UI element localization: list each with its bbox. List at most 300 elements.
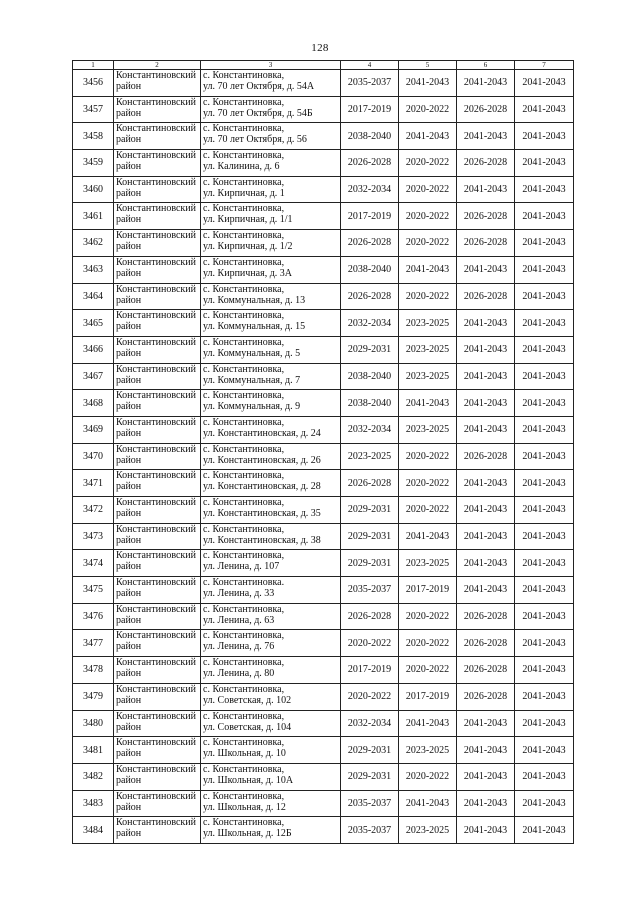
- address-line: ул. Константиновская, д. 26: [203, 454, 321, 466]
- district-line: Константиновский: [116, 630, 196, 642]
- address-cell: [201, 363, 341, 390]
- address-line: с. Константиновка,: [203, 256, 285, 268]
- district-line: Константиновский: [116, 710, 196, 722]
- address-cell: [201, 310, 341, 337]
- district-cell: [114, 763, 201, 790]
- address-line: с. Константиновка,: [203, 443, 285, 455]
- table-row: [73, 416, 574, 443]
- district-line: Константиновский: [116, 470, 196, 482]
- column-header: 4: [341, 61, 399, 70]
- period-cell: 2041-2043: [399, 710, 457, 737]
- period-cell: 2023-2025: [341, 443, 399, 470]
- period-cell: 2029-2031: [341, 336, 399, 363]
- period-cell: 2023-2025: [399, 550, 457, 577]
- district-cell: [114, 230, 201, 257]
- period-cell: 2041-2043: [515, 390, 574, 417]
- period-cell: 2026-2028: [457, 203, 515, 230]
- period-cell: 2026-2028: [457, 96, 515, 123]
- row-number: 3470: [73, 443, 114, 470]
- address-line: ул. Коммунальная, д. 15: [203, 321, 306, 333]
- period-cell: 2020-2022: [399, 763, 457, 790]
- table-header: [73, 61, 574, 70]
- period-cell: 2041-2043: [457, 310, 515, 337]
- district-line: Константиновский: [116, 416, 196, 428]
- district-cell: [114, 203, 201, 230]
- table-row: [73, 737, 574, 764]
- district-cell: [114, 497, 201, 524]
- address-cell: [201, 497, 341, 524]
- period-cell: 2017-2019: [399, 683, 457, 710]
- period-cell: 2041-2043: [515, 763, 574, 790]
- address-line: с. Константиновка,: [203, 310, 285, 322]
- row-number: 3457: [73, 96, 114, 123]
- address-line: ул. Кирпичная, д. 1: [203, 187, 285, 199]
- address-cell: [201, 70, 341, 97]
- district-line: Константиновский: [116, 523, 196, 535]
- table-row: [73, 336, 574, 363]
- column-number-row: [73, 61, 574, 70]
- period-cell: 2041-2043: [399, 256, 457, 283]
- period-cell: 2026-2028: [457, 230, 515, 257]
- row-number: 3461: [73, 203, 114, 230]
- period-cell: 2041-2043: [515, 523, 574, 550]
- period-cell: 2023-2025: [399, 416, 457, 443]
- address-line: с. Константиновка,: [203, 817, 285, 829]
- district-line: район: [116, 481, 142, 493]
- row-number: 3471: [73, 470, 114, 497]
- address-line: с. Константиновка,: [203, 390, 285, 402]
- address-cell: [201, 336, 341, 363]
- period-cell: 2020-2022: [399, 96, 457, 123]
- period-cell: 2032-2034: [341, 710, 399, 737]
- address-line: ул. Коммунальная, д. 13: [203, 294, 306, 306]
- district-line: район: [116, 454, 142, 466]
- table-row: [73, 176, 574, 203]
- page-number: 128: [311, 42, 329, 54]
- period-cell: 2023-2025: [399, 336, 457, 363]
- address-line: ул. Ленина, д. 33: [203, 588, 275, 600]
- period-cell: 2032-2034: [341, 416, 399, 443]
- district-cell: [114, 657, 201, 684]
- address-line: с. Константиновка,: [203, 363, 285, 375]
- address-line: ул. Калинина, д. 6: [203, 161, 280, 173]
- row-number: 3464: [73, 283, 114, 310]
- period-cell: 2026-2028: [341, 283, 399, 310]
- row-number: 3478: [73, 657, 114, 684]
- address-line: ул. Константиновская, д. 24: [203, 427, 321, 439]
- address-line: ул. Ленина, д. 76: [203, 641, 275, 653]
- table-row: [73, 310, 574, 337]
- period-cell: 2026-2028: [457, 283, 515, 310]
- district-cell: [114, 710, 201, 737]
- address-line: ул. Константиновская, д. 35: [203, 508, 321, 519]
- period-cell: 2026-2028: [457, 150, 515, 177]
- period-cell: 2032-2034: [341, 310, 399, 337]
- period-cell: 2041-2043: [515, 230, 574, 257]
- period-cell: 2041-2043: [515, 70, 574, 97]
- period-cell: 2041-2043: [457, 390, 515, 417]
- district-cell: [114, 737, 201, 764]
- row-number: 3476: [73, 603, 114, 630]
- period-cell: 2041-2043: [515, 416, 574, 443]
- address-line: ул. Ленина, д. 63: [203, 614, 275, 626]
- period-cell: 2041-2043: [457, 363, 515, 390]
- district-cell: [114, 470, 201, 497]
- row-number: 3463: [73, 256, 114, 283]
- table-row: [73, 523, 574, 550]
- period-cell: 2041-2043: [515, 550, 574, 577]
- district-cell: [114, 523, 201, 550]
- address-line: ул. 70 лет Октября, д. 54Б: [203, 107, 313, 119]
- district-line: Константиновский: [116, 70, 196, 81]
- period-cell: 2032-2034: [341, 176, 399, 203]
- district-line: Константиновский: [116, 603, 196, 615]
- district-line: район: [116, 427, 142, 439]
- table-row: [73, 390, 574, 417]
- address-line: ул. Константиновская, д. 28: [203, 481, 321, 493]
- table-row: [73, 550, 574, 577]
- row-number: 3477: [73, 630, 114, 657]
- address-line: с. Константиновка,: [203, 416, 285, 428]
- district-line: район: [116, 401, 142, 413]
- district-cell: [114, 416, 201, 443]
- period-cell: 2023-2025: [399, 310, 457, 337]
- table-row: [73, 363, 574, 390]
- table-row: [73, 763, 574, 790]
- period-cell: 2041-2043: [515, 497, 574, 524]
- period-cell: 2041-2043: [457, 470, 515, 497]
- period-cell: 2041-2043: [515, 310, 574, 337]
- period-cell: 2041-2043: [515, 577, 574, 604]
- address-cell: [201, 790, 341, 817]
- table-body: [73, 70, 574, 844]
- row-number: 3484: [73, 817, 114, 844]
- address-line: ул. Коммунальная, д. 7: [203, 374, 301, 386]
- period-cell: 2026-2028: [341, 603, 399, 630]
- district-cell: [114, 123, 201, 150]
- address-line: ул. 70 лет Октября, д. 54А: [203, 81, 315, 92]
- address-cell: [201, 577, 341, 604]
- address-line: с. Константиновка,: [203, 203, 285, 215]
- table-row: [73, 123, 574, 150]
- table-row: [73, 70, 574, 97]
- address-line: с. Константиновка,: [203, 470, 285, 482]
- period-cell: 2041-2043: [515, 203, 574, 230]
- period-cell: 2041-2043: [515, 336, 574, 363]
- district-cell: [114, 176, 201, 203]
- address-cell: [201, 523, 341, 550]
- period-cell: 2026-2028: [341, 230, 399, 257]
- column-header: 5: [399, 61, 457, 70]
- period-cell: 2020-2022: [399, 603, 457, 630]
- district-cell: [114, 96, 201, 123]
- district-line: Константиновский: [116, 96, 196, 108]
- district-cell: [114, 150, 201, 177]
- period-cell: 2035-2037: [341, 70, 399, 97]
- table-row: [73, 443, 574, 470]
- row-number: 3469: [73, 416, 114, 443]
- district-line: Константиновский: [116, 310, 196, 322]
- period-cell: 2041-2043: [457, 550, 515, 577]
- district-line: Константиновский: [116, 256, 196, 268]
- period-cell: 2041-2043: [515, 470, 574, 497]
- period-cell: 2041-2043: [457, 123, 515, 150]
- period-cell: 2041-2043: [515, 817, 574, 844]
- table-row: [73, 577, 574, 604]
- row-number: 3474: [73, 550, 114, 577]
- address-cell: [201, 416, 341, 443]
- period-cell: 2029-2031: [341, 737, 399, 764]
- registry-table: [72, 60, 574, 844]
- address-line: ул. Коммунальная, д. 5: [203, 347, 301, 359]
- address-line: с. Константиновка,: [203, 790, 285, 802]
- district-cell: [114, 390, 201, 417]
- address-line: с. Константиновка,: [203, 70, 285, 81]
- table-row: [73, 657, 574, 684]
- row-number: 3458: [73, 123, 114, 150]
- district-line: Константиновский: [116, 123, 196, 135]
- period-cell: 2041-2043: [515, 176, 574, 203]
- address-line: ул. Советская, д. 104: [203, 721, 292, 733]
- period-cell: 2041-2043: [515, 657, 574, 684]
- column-header: 1: [73, 61, 114, 70]
- district-line: Константиновский: [116, 550, 196, 562]
- district-line: район: [116, 321, 142, 333]
- address-line: с. Константиновка,: [203, 523, 285, 535]
- period-cell: 2041-2043: [399, 523, 457, 550]
- period-cell: 2041-2043: [457, 497, 515, 524]
- period-cell: 2026-2028: [457, 630, 515, 657]
- district-cell: [114, 683, 201, 710]
- address-cell: [201, 683, 341, 710]
- period-cell: 2026-2028: [457, 603, 515, 630]
- district-cell: [114, 630, 201, 657]
- address-line: ул. Ленина, д. 107: [203, 561, 280, 573]
- period-cell: 2029-2031: [341, 497, 399, 524]
- period-cell: 2029-2031: [341, 550, 399, 577]
- table-row: [73, 630, 574, 657]
- period-cell: 2035-2037: [341, 577, 399, 604]
- period-cell: 2017-2019: [399, 577, 457, 604]
- period-cell: 2041-2043: [457, 70, 515, 97]
- address-line: с. Константиновка,: [203, 336, 285, 348]
- district-cell: [114, 283, 201, 310]
- address-line: с. Константиновка,: [203, 603, 285, 615]
- period-cell: 2017-2019: [341, 657, 399, 684]
- address-cell: [201, 443, 341, 470]
- district-line: Константиновский: [116, 283, 196, 295]
- period-cell: 2041-2043: [515, 630, 574, 657]
- district-line: район: [116, 508, 142, 519]
- period-cell: 2026-2028: [457, 657, 515, 684]
- period-cell: 2020-2022: [399, 470, 457, 497]
- period-cell: 2041-2043: [457, 763, 515, 790]
- table-row: [73, 710, 574, 737]
- district-line: район: [116, 294, 142, 306]
- address-line: ул. Советская, д. 102: [203, 694, 292, 706]
- address-line: ул. Кирпичная, д. 3А: [203, 267, 293, 279]
- table-row: [73, 203, 574, 230]
- period-cell: 2026-2028: [341, 150, 399, 177]
- address-line: ул. 70 лет Октября, д. 56: [203, 134, 307, 146]
- period-cell: 2020-2022: [341, 683, 399, 710]
- period-cell: 2041-2043: [515, 603, 574, 630]
- address-cell: [201, 230, 341, 257]
- address-line: с. Константиновка,: [203, 710, 285, 722]
- address-cell: [201, 256, 341, 283]
- address-line: с. Константиновка,: [203, 550, 285, 562]
- table-row: [73, 497, 574, 524]
- district-line: Константиновский: [116, 336, 196, 348]
- period-cell: 2041-2043: [457, 790, 515, 817]
- column-header: 7: [515, 61, 574, 70]
- address-cell: [201, 763, 341, 790]
- period-cell: 2041-2043: [457, 737, 515, 764]
- column-header: 2: [114, 61, 201, 70]
- table-row: [73, 603, 574, 630]
- district-cell: [114, 363, 201, 390]
- period-cell: 2041-2043: [515, 363, 574, 390]
- row-number: 3468: [73, 390, 114, 417]
- period-cell: 2041-2043: [515, 710, 574, 737]
- column-header: 6: [457, 61, 515, 70]
- period-cell: 2038-2040: [341, 390, 399, 417]
- district-line: Константиновский: [116, 230, 196, 242]
- period-cell: 2023-2025: [399, 737, 457, 764]
- period-cell: 2041-2043: [515, 737, 574, 764]
- address-line: с. Константиновка,: [203, 763, 285, 775]
- address-line: с. Константиновка,: [203, 283, 285, 295]
- table-row: [73, 256, 574, 283]
- address-cell: [201, 470, 341, 497]
- district-line: Константиновский: [116, 443, 196, 455]
- period-cell: 2041-2043: [399, 70, 457, 97]
- period-cell: 2020-2022: [399, 497, 457, 524]
- row-number: 3475: [73, 577, 114, 604]
- address-line: с. Константиновка,: [203, 737, 285, 749]
- district-line: Константиновский: [116, 203, 196, 215]
- period-cell: 2041-2043: [515, 443, 574, 470]
- district-cell: [114, 550, 201, 577]
- address-line: ул. Школьная, д. 12: [203, 801, 286, 813]
- district-line: район: [116, 267, 142, 279]
- period-cell: 2020-2022: [399, 283, 457, 310]
- table-row: [73, 150, 574, 177]
- district-cell: [114, 817, 201, 844]
- table-row: [73, 230, 574, 257]
- period-cell: 2041-2043: [515, 283, 574, 310]
- period-cell: 2017-2019: [341, 203, 399, 230]
- period-cell: 2023-2025: [399, 363, 457, 390]
- district-cell: [114, 790, 201, 817]
- period-cell: 2041-2043: [457, 577, 515, 604]
- period-cell: 2041-2043: [399, 790, 457, 817]
- address-line: ул. Школьная, д. 10: [203, 748, 286, 760]
- address-line: с. Константиновка,: [203, 96, 285, 108]
- period-cell: 2020-2022: [399, 230, 457, 257]
- address-cell: [201, 630, 341, 657]
- address-line: с. Константиновка,: [203, 683, 285, 695]
- district-line: район: [116, 374, 142, 386]
- district-line: район: [116, 241, 142, 253]
- district-line: район: [116, 161, 142, 173]
- district-cell: [114, 310, 201, 337]
- address-line: ул. Кирпичная, д. 1/1: [203, 214, 293, 226]
- district-line: Константиновский: [116, 390, 196, 402]
- period-cell: 2020-2022: [341, 630, 399, 657]
- district-line: район: [116, 641, 142, 653]
- row-number: 3466: [73, 336, 114, 363]
- table-row: [73, 683, 574, 710]
- district-line: Константиновский: [116, 363, 196, 375]
- district-line: район: [116, 134, 142, 146]
- district-line: район: [116, 748, 142, 760]
- table-row: [73, 470, 574, 497]
- period-cell: 2038-2040: [341, 363, 399, 390]
- district-cell: [114, 70, 201, 97]
- district-cell: [114, 603, 201, 630]
- district-line: Константиновский: [116, 817, 196, 829]
- period-cell: 2026-2028: [341, 470, 399, 497]
- district-line: район: [116, 828, 142, 840]
- address-cell: [201, 817, 341, 844]
- district-line: район: [116, 721, 142, 733]
- district-cell: [114, 336, 201, 363]
- address-line: с. Константиновка,: [203, 657, 285, 669]
- table-row: [73, 96, 574, 123]
- period-cell: 2041-2043: [457, 523, 515, 550]
- period-cell: 2029-2031: [341, 763, 399, 790]
- address-cell: [201, 390, 341, 417]
- address-cell: [201, 737, 341, 764]
- district-line: район: [116, 801, 142, 813]
- district-cell: [114, 577, 201, 604]
- address-cell: [201, 176, 341, 203]
- row-number: 3473: [73, 523, 114, 550]
- period-cell: 2041-2043: [457, 416, 515, 443]
- period-cell: 2026-2028: [457, 683, 515, 710]
- address-line: с. Константиновка,: [203, 150, 285, 162]
- period-cell: 2035-2037: [341, 817, 399, 844]
- period-cell: 2041-2043: [399, 123, 457, 150]
- period-cell: 2041-2043: [457, 710, 515, 737]
- period-cell: 2038-2040: [341, 256, 399, 283]
- row-number: 3465: [73, 310, 114, 337]
- period-cell: 2041-2043: [515, 683, 574, 710]
- district-line: Константиновский: [116, 657, 196, 669]
- district-line: район: [116, 534, 142, 546]
- address-cell: [201, 710, 341, 737]
- district-line: Константиновский: [116, 150, 196, 162]
- period-cell: 2020-2022: [399, 630, 457, 657]
- period-cell: 2023-2025: [399, 817, 457, 844]
- row-number: 3472: [73, 497, 114, 524]
- row-number: 3480: [73, 710, 114, 737]
- district-line: район: [116, 214, 142, 226]
- district-line: район: [116, 561, 142, 573]
- address-line: с. Константиновка,: [203, 176, 285, 188]
- period-cell: 2041-2043: [457, 256, 515, 283]
- district-line: район: [116, 187, 142, 199]
- district-line: Константиновский: [116, 763, 196, 775]
- address-cell: [201, 96, 341, 123]
- column-header: 3: [201, 61, 341, 70]
- period-cell: 2020-2022: [399, 443, 457, 470]
- address-line: с. Константиновка,: [203, 497, 285, 508]
- row-number: 3481: [73, 737, 114, 764]
- table-row: [73, 817, 574, 844]
- period-cell: 2041-2043: [399, 390, 457, 417]
